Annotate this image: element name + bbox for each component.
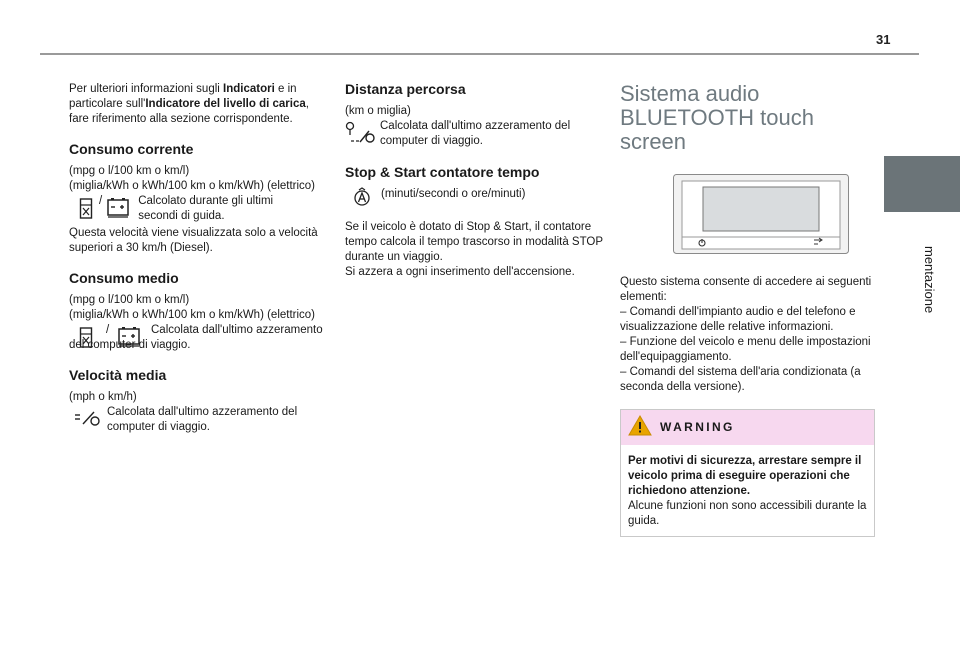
velocita-media-desc: Calcolata dall'ultimo azzeramento del computer di viaggio.: [107, 406, 298, 433]
consumo-corrente-units-fuel: (mpg o l/100 km o km/l): [69, 165, 190, 177]
fuel-pump-icon: [79, 197, 95, 226]
fuel-pump-icon: [79, 326, 95, 355]
stop-start-reset: Si azzera a ogni inserimento dell'accensione.: [345, 266, 575, 278]
warning-box: [620, 409, 875, 537]
stop-start-title: Stop & Start contatore tempo: [345, 164, 540, 180]
consumo-corrente-units-electric: (miglia/kWh o kWh/100 km o km/kWh) (elettrico): [69, 180, 316, 192]
battery-icon: [106, 197, 130, 224]
warning-bold-text: Per motivi di sicurezza, arrestare sempre il veicolo prima di eseguire operazioni che richiedono attenzione.: [628, 455, 862, 497]
warning-header: [621, 410, 874, 445]
slash-separator: /: [99, 195, 103, 207]
slash-separator: /: [106, 324, 110, 336]
consumo-corrente-title: Consumo corrente: [69, 141, 194, 157]
warning-triangle-icon: [628, 415, 652, 441]
audio-system-title: Sistema audio BLUETOOTH touch screen: [620, 81, 814, 154]
stop-start-paragraph: Se il veicolo è dotato di Stop & Start, il contatore tempo calcola il tempo trascorso in modalità STOP durante un viaggio.: [345, 221, 603, 263]
consumo-corrente-row: [69, 194, 329, 226]
consumo-medio-desc: Calcolata dall'ultimo azzeramento del computer di viaggio.: [69, 324, 323, 351]
battery-icon: [117, 326, 141, 353]
column-left: [69, 82, 329, 435]
distanza-row: [345, 119, 605, 150]
warning-text: Alcune funzioni non sono accessibili durante la guida.: [628, 500, 867, 527]
warning-title: WARNING: [660, 420, 735, 434]
touch-screen-illustration: [673, 174, 876, 259]
audio-system-intro: Questo sistema consente di accedere ai seguenti elementi:: [620, 276, 872, 303]
distanza-title: Distanza percorsa: [345, 81, 466, 97]
consumo-medio-title: Consumo medio: [69, 270, 179, 286]
feature-item: – Comandi del sistema dell'aria condizionata (a seconda della versione).: [620, 366, 861, 393]
distanza-desc: Calcolata dall'ultimo azzeramento del computer di viaggio.: [380, 120, 571, 147]
feature-item: – Funzione del veicolo e menu delle impostazioni dell'equipaggiamento.: [620, 336, 871, 363]
feature-item: – Comandi dell'impianto audio e del telefono e visualizzazione delle relative informazioni.: [620, 306, 856, 333]
stop-start-units: (minuti/secondi o ore/minuti): [381, 188, 526, 200]
intro-paragraph: Per ulteriori informazioni sugli Indicatori e in particolare sull'Indicatore del livello di carica, fare riferimento alla sezione corrispondente.: [69, 83, 309, 125]
stop-start-icon: [353, 187, 371, 212]
header-rule: [40, 53, 919, 55]
column-right: [620, 82, 876, 537]
column-middle: [345, 82, 605, 280]
stop-start-row: [345, 187, 605, 212]
consumo-medio-units-electric: (miglia/kWh o kWh/100 km o km/kWh) (elettrico): [69, 309, 316, 321]
distance-icon: [345, 121, 377, 150]
warning-body: [621, 445, 874, 536]
average-speed-icon: [74, 409, 102, 432]
consumo-corrente-note: Questa velocità viene visualizzata solo a velocità superiori a 30 km/h (Diesel).: [69, 227, 318, 254]
section-label: mentazione: [922, 246, 937, 314]
consumo-medio-row: [69, 323, 329, 353]
velocita-media-row: [69, 405, 329, 435]
consumo-corrente-desc: Calcolato durante gli ultimi secondi di guida.: [138, 195, 274, 222]
page-number: 31: [876, 32, 891, 47]
velocita-media-units: (mph o km/h): [69, 391, 137, 403]
section-tab: [884, 156, 960, 212]
distanza-units: (km o miglia): [345, 105, 411, 117]
velocita-media-title: Velocità media: [69, 367, 167, 383]
consumo-medio-units-fuel: (mpg o l/100 km o km/l): [69, 294, 190, 306]
